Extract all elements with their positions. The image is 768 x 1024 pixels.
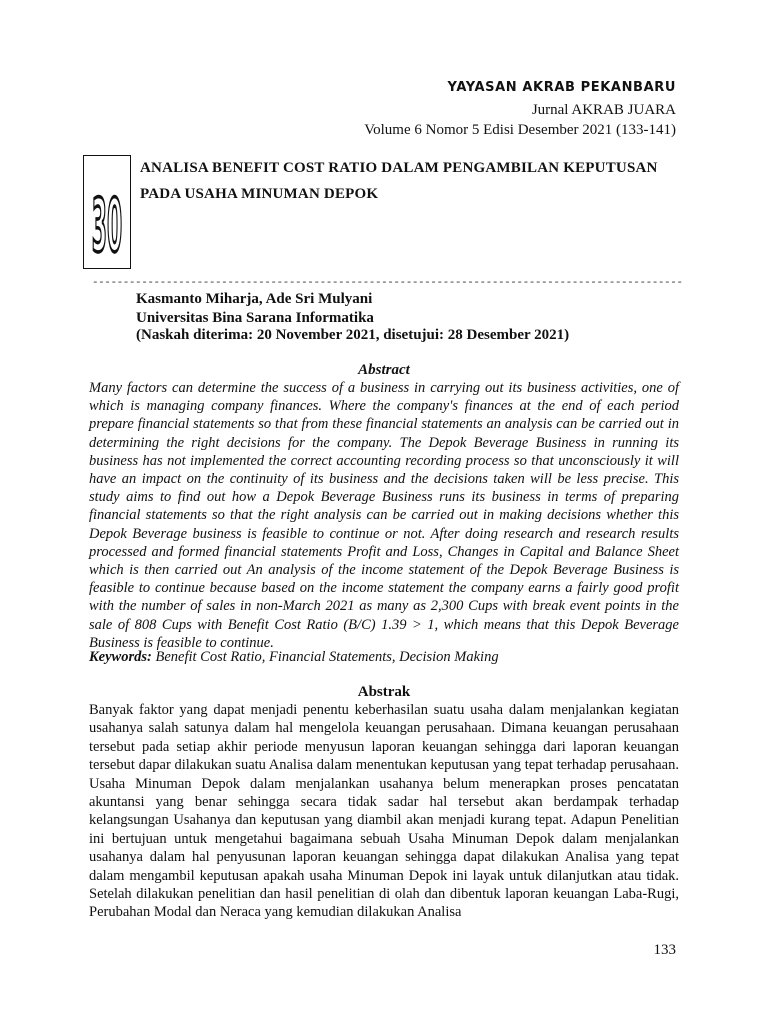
keywords-line bbox=[89, 649, 679, 666]
article-number-badge bbox=[83, 155, 131, 269]
dashed-separator: ------------------------------------------------------------------------------------------------ bbox=[92, 277, 683, 289]
manuscript-dates: (Naskah diterima: 20 November 2021, disetujui: 28 Desember 2021) bbox=[136, 327, 570, 343]
keywords-list: Benefit Cost Ratio, Financial Statements, Decision Making bbox=[151, 649, 499, 665]
author-affiliation: Universitas Bina Sarana Informatika bbox=[136, 310, 374, 326]
page-number: 133 bbox=[653, 942, 676, 958]
author-names: Kasmanto Miharja, Ade Sri Mulyani bbox=[136, 291, 373, 307]
article-number-graphic bbox=[85, 157, 129, 267]
keywords-label: Keywords: bbox=[89, 649, 152, 665]
abstract-english-text: Many factors can determine the success of a business in carrying out its business activities, one of which is managing company finances. Where the company's finances at the end of each period prepare financial statements so that from these financial statements an analysis can be carried out in determining the right decisions for the company. The Depok Beverage Business in running its business has not implemented the correct accounting recording process so that unconsciously it will have an impact on the continuity of its business and the decisions taken will be less precise. This study aims to find out how a Depok Beverage Business runs its business in terms of preparing financial statements so that the right analysis can be carried out in making decisions whether this Depok Beverage business is feasible to continue or not. After doing research and research results processed and formed financial statements Profit and Loss, Changes in Capital and Balance Sheet which is then carried out An analysis of the income statement of the Depok Beverage Business is feasible to continue because based on the income statement the company earns a fairly good profit with the number of sales in non-March 2021 as many as 2,300 Cups with break event points in the sale of 808 Cups with Benefit Cost Ratio (B/C) 1.39 > 1, which means that this Depok Beverage Business is feasible to continue. bbox=[89, 380, 679, 651]
publisher-name: YAYASAN AKRAB PEKANBARU bbox=[447, 80, 676, 95]
volume-info: Volume 6 Nomor 5 Edisi Desember 2021 (133-141) bbox=[364, 122, 676, 138]
abstract-heading: Abstract bbox=[358, 362, 410, 378]
abstract-indonesian-text: Banyak faktor yang dapat menjadi penentu keberhasilan suatu usaha dalam menjalankan kegiatan usahanya salah satunya dalam hal mengelola keuangan perusahaan. Dimana keuangan perusahaan tersebut pada setiap akhir periode menyusun laporan keuangan sehingga dari laporan keuangan tersebut dapar dilakukan suatu Analisa dalam menentukan keputusan yang tepat terhadap perusahaan. Usaha Minuman Depok dalam menjalankan usahanya belum menerapkan proses pencatatan akuntansi yang benar sehingga secara tidak sadar hal tersebut akan berdampak terhadap kelangsungan Usahanya dan keputusan yang diambil akan menjadi kurang tepat. Adapun Penelitian ini bertujuan untuk mengetahui bagaimana sebuah Usaha Minuman Depok dalam menjalankan usahanya dalam hal penyusunan laporan keuangan sehingga dapat dilakukan Analisa yang tepat dalam mengambil keputusan apakah usaha Minuman Depok ini layak untuk dilanjutkan atau tidak. Setelah dilakukan penelitian dan hasil penelitian di olah dan dibentuk laporan keuangan Laba-Rugi, Perubahan Modal dan Neraca yang kemudian dilakukan Analisa bbox=[89, 702, 679, 921]
article-title-line-2: PADA USAHA MINUMAN DEPOK bbox=[140, 186, 379, 202]
journal-name: Jurnal AKRAB JUARA bbox=[531, 102, 676, 118]
article-title-line-1: ANALISA BENEFIT COST RATIO DALAM PENGAMBILAN KEPUTUSAN bbox=[140, 160, 658, 176]
article-number: 30 bbox=[91, 183, 123, 269]
abstrak-heading: Abstrak bbox=[357, 684, 411, 700]
